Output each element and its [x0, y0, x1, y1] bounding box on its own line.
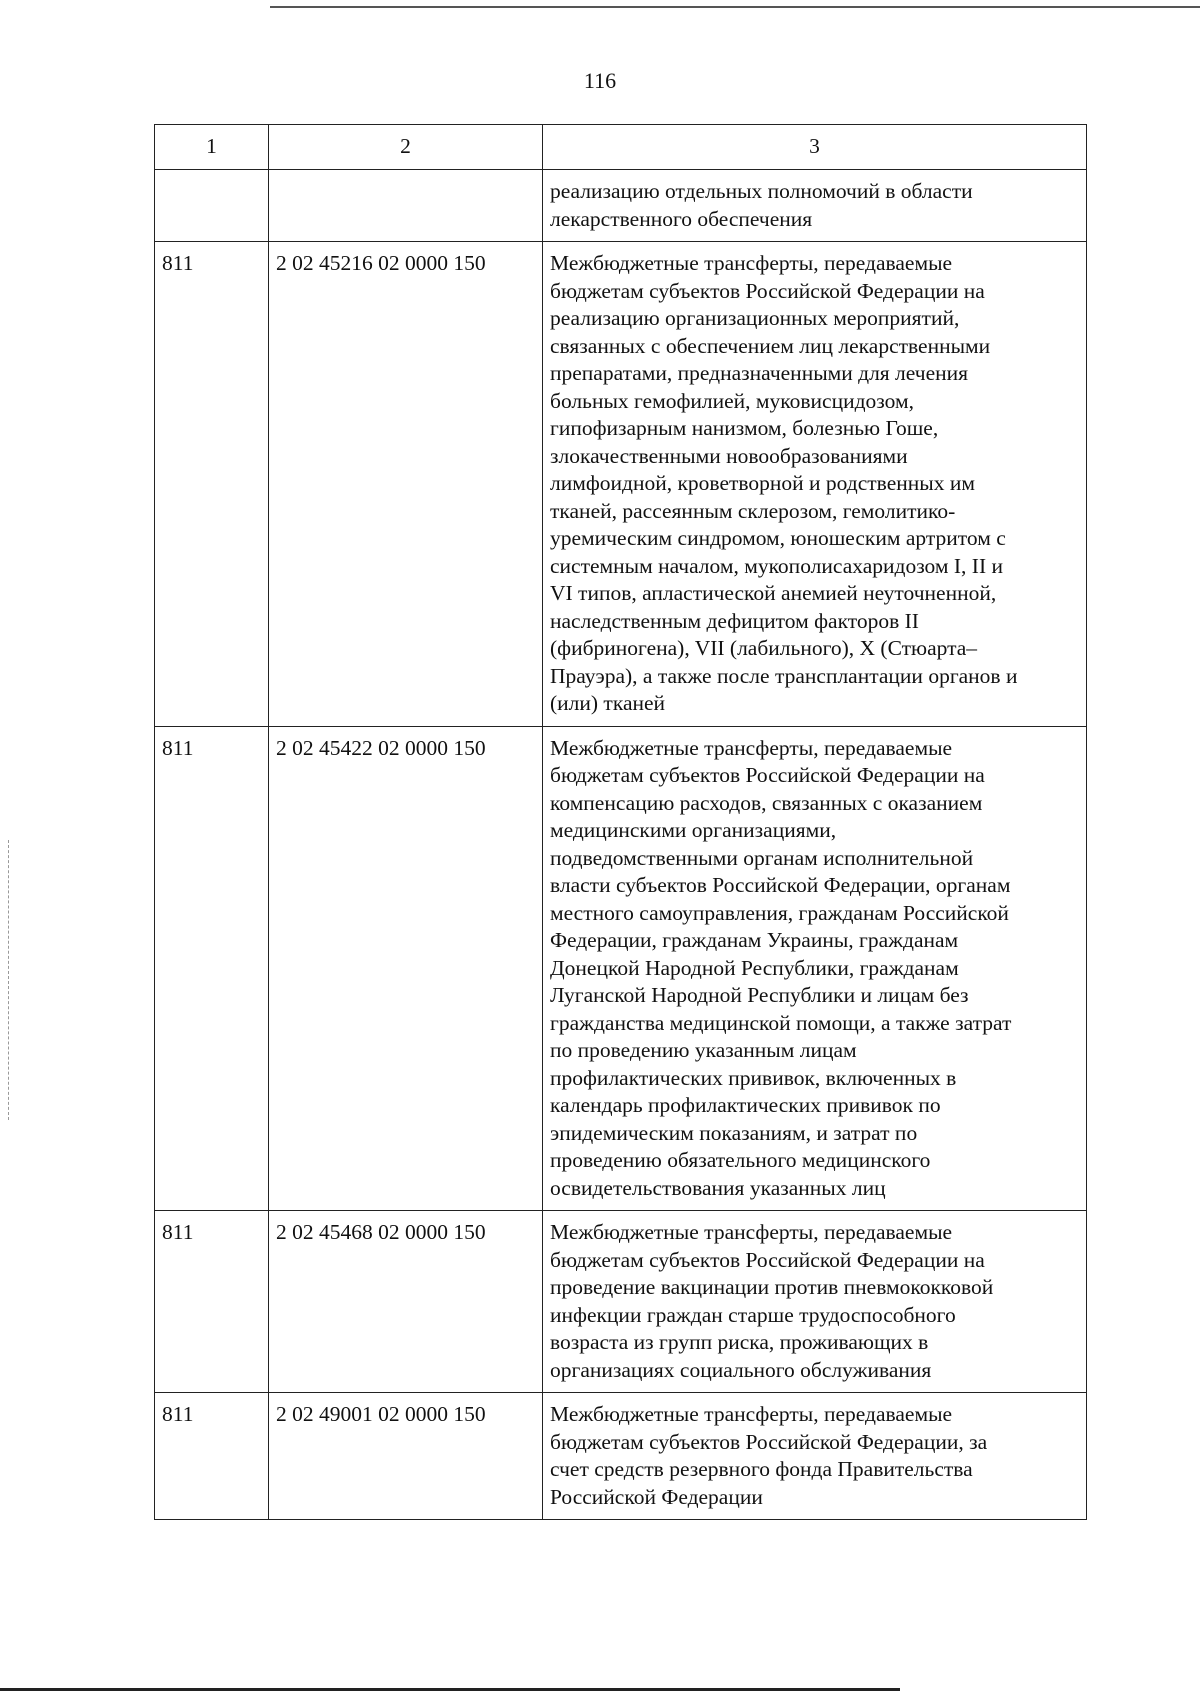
table-row: [155, 1211, 1087, 1393]
admin-code-cell: 811: [155, 1211, 269, 1393]
bottom-scan-rule: [0, 1688, 900, 1691]
scan-margin-marks: [8, 840, 11, 1120]
table-row: [155, 242, 1087, 727]
description-cell: Межбюджетные трансферты, передаваемые бюджетам субъектов Российской Федерации на проведение вакцинации против пневмококковой инфекции граждан старше трудоспособного возраста из групп риска, проживающих в организациях социального обслуживания: [543, 1211, 1087, 1393]
budget-code-cell: 2 02 45422 02 0000 150: [269, 726, 543, 1211]
budget-code-cell: [269, 170, 543, 242]
top-scan-rule: [270, 6, 1200, 8]
table-row: [155, 1393, 1087, 1520]
budget-code-cell: 2 02 45468 02 0000 150: [269, 1211, 543, 1393]
budget-code-cell: 2 02 49001 02 0000 150: [269, 1393, 543, 1520]
admin-code-cell: [155, 170, 269, 242]
table-row: [155, 726, 1087, 1211]
admin-code-cell: 811: [155, 726, 269, 1211]
table-header-row: [155, 125, 1087, 170]
page-number: 116: [583, 68, 617, 93]
table-row: [155, 170, 1087, 242]
header-col-2: 2: [269, 125, 543, 170]
admin-code-cell: 811: [155, 242, 269, 727]
description-cell: Межбюджетные трансферты, передаваемые бюджетам субъектов Российской Федерации на компенсацию расходов, связанных с оказанием медицинскими организациями, подведомственными органам исполнительной власти субъектов Российской Федерации, органам местного самоуправления, гражданам Российской Федерации, гражданам Украины, гражданам Донецкой Народной Республики, гражданам Луганской Народной Республики и лицам без гражданства медицинской помощи, а также затрат по проведению указанным лицам профилактических прививок, включенных в календарь профилактических прививок по эпидемическим показаниям, и затрат по проведению обязательного медицинского освидетельствования указанных лиц: [543, 726, 1087, 1211]
description-cell: Межбюджетные трансферты, передаваемые бюджетам субъектов Российской Федерации на реализацию организационных мероприятий, связанных с обеспечением лиц лекарственными препаратами, предназначенными для лечения больных гемофилией, муковисцидозом, гипофизарным нанизмом, болезнью Гоше, злокачественными новообразованиями лимфоидной, кроветворной и родственных им тканей, рассеянным склерозом, гемолитико- уремическим синдромом, юношеским артритом с системным началом, мукополисахаридозом I, II и VI типов, апластической анемией неуточненной, наследственным дефицитом факторов II (фибриногена), VII (лабильного), X (Стюарта– Прауэра), а также после трансплантации органов и (или) тканей: [543, 242, 1087, 727]
description-cell: Межбюджетные трансферты, передаваемые бюджетам субъектов Российской Федерации, за счет средств резервного фонда Правительства Российской Федерации: [543, 1393, 1087, 1520]
budget-code-cell: 2 02 45216 02 0000 150: [269, 242, 543, 727]
description-cell: реализацию отдельных полномочий в области лекарственного обеспечения: [543, 170, 1087, 242]
admin-code-cell: 811: [155, 1393, 269, 1520]
budget-codes-table: [154, 124, 1087, 1520]
header-col-1: 1: [155, 125, 269, 170]
header-col-3: 3: [543, 125, 1087, 170]
